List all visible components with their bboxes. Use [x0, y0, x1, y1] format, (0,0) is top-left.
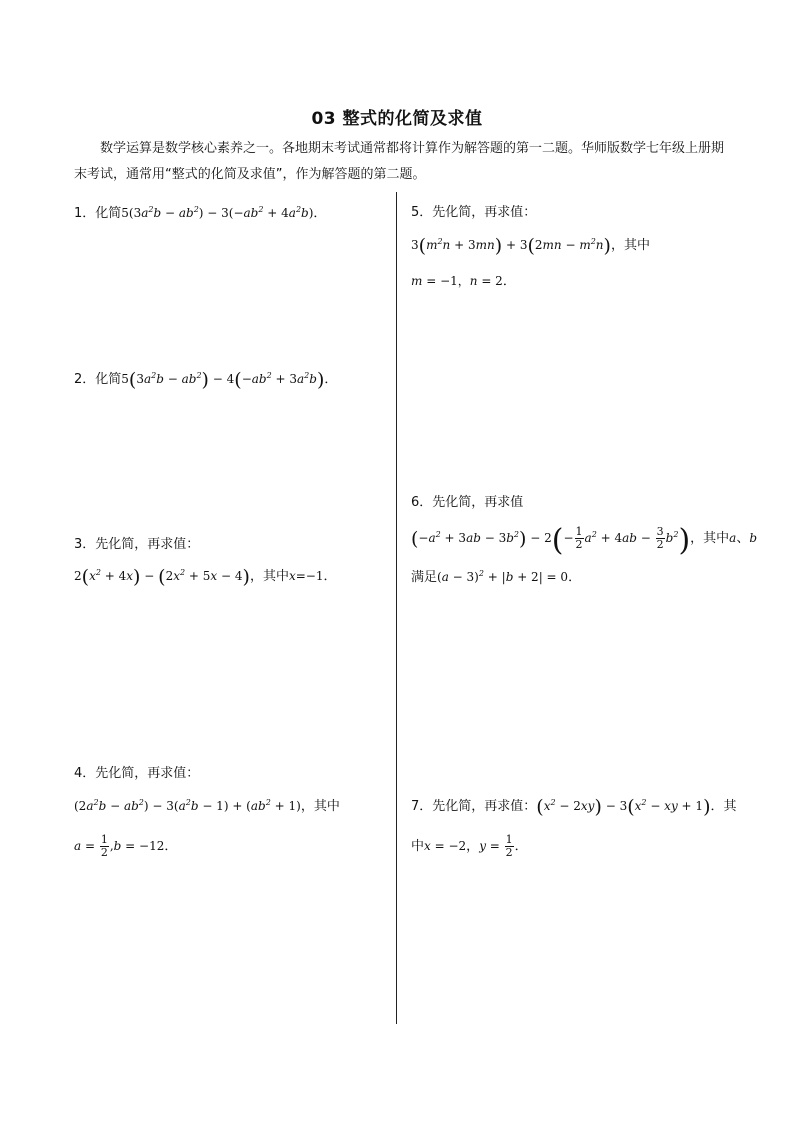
page-title: 03 整式的化简及求值 — [311, 109, 483, 129]
question-5-prompt: 5．先化简，再求值： — [411, 205, 537, 220]
question-3-expression: $2(x^2 + 4x) - (2x^2 + 5x - 4)$ — [74, 566, 250, 588]
question-6: $(-a^2 + 3ab - 3b^2) - 2(-$ $\frac{1}{2}$ $a^2 + 4ab$ − $\frac{3}{2}$ $b^2$)，其中a、b — [411, 523, 758, 558]
question-4-prompt: 4．先化简，再求值： — [74, 766, 200, 781]
question-7-expression: $(x^2 - 2xy) - 3(x^2$ − xy + 1) — [536, 796, 711, 818]
question-3-prompt: 3．先化简，再求值： — [74, 537, 200, 552]
question-3-condition: x=−1 — [288, 569, 324, 583]
fraction-three-halves: $\frac{3}{2}$ — [656, 525, 664, 551]
question-1-expression: $5(3a^2b - ab^2) - 3(-ab^2 + 4a^2b)$ — [121, 205, 314, 220]
question-2-expression: $5(3a^2b - ab^2) - 4(-ab^2 + 3a^2b)$ — [121, 369, 325, 391]
question-6-prompt: 6．先化简，再求值 — [411, 495, 524, 510]
question-4-expression: $(2a^2b - ab^2) - 3(a^2b - 1) + (ab^2 + 1)$ — [74, 798, 301, 813]
question-2: 2．化简$5(3a^2b - ab^2) - 4(-ab^2 + 3a^2b)$． — [74, 369, 338, 391]
question-5-condition: m = −1，n = 2． — [411, 274, 516, 289]
question-6-expression: $(-a^2 + 3ab - 3b^2) - 2(-$ $\frac{1}{2}$ $a^2 + 4ab$ − $\frac{3}{2}$ $b^2$) — [411, 523, 691, 558]
question-5-expression: $3(m^2n + 3mn) + 3(2mn - m^2n)$ — [411, 235, 611, 257]
question-7: 7．先化简，再求值：$(x^2 - 2xy) - 3(x^2$ − xy + 1)．其 — [411, 796, 737, 818]
question-1: 1．化简$5(3a^2b - ab^2) - 3(-ab^2 + 4a^2b)$． — [74, 205, 327, 221]
question-1-label: 1．化简 — [74, 206, 122, 221]
question-4-condition: a = $\frac{1}{2}$ ,b = −12． — [74, 833, 178, 859]
question-7-condition: 中x = −2，y = $\frac{1}{2}$ ． — [411, 833, 528, 859]
question-7-label: 7．先化简，再求值： — [411, 799, 537, 814]
question-5: $3(m^2n + 3mn) + 3(2mn - m^2n)$，其中 — [411, 235, 650, 257]
question-3: $2(x^2 + 4x) - (2x^2 + 5x - 4)$，其中x=−1． — [74, 566, 337, 588]
intro-paragraph: 数学运算是数学核心素养之一。各地期末考试通常都将计算作为解答题的第一二题。华师版数学七年级上册期末考试，通常用“整式的化简及求值”，作为解答题的第二题。 — [74, 141, 725, 182]
fraction-one-half: $\frac{1}{2}$ — [100, 833, 108, 859]
question-2-label: 2．化简 — [74, 372, 122, 387]
column-divider — [396, 192, 397, 1024]
fraction-one-half: $\frac{1}{2}$ — [575, 525, 583, 551]
question-6-condition: 满足$(a - 3)^2 + |b + 2| = 0$． — [411, 569, 582, 585]
fraction-one-half: $\frac{1}{2}$ — [505, 833, 513, 859]
question-4: $(2a^2b - ab^2) - 3(a^2b - 1) + (ab^2 + 1)$，其中 — [74, 798, 340, 814]
